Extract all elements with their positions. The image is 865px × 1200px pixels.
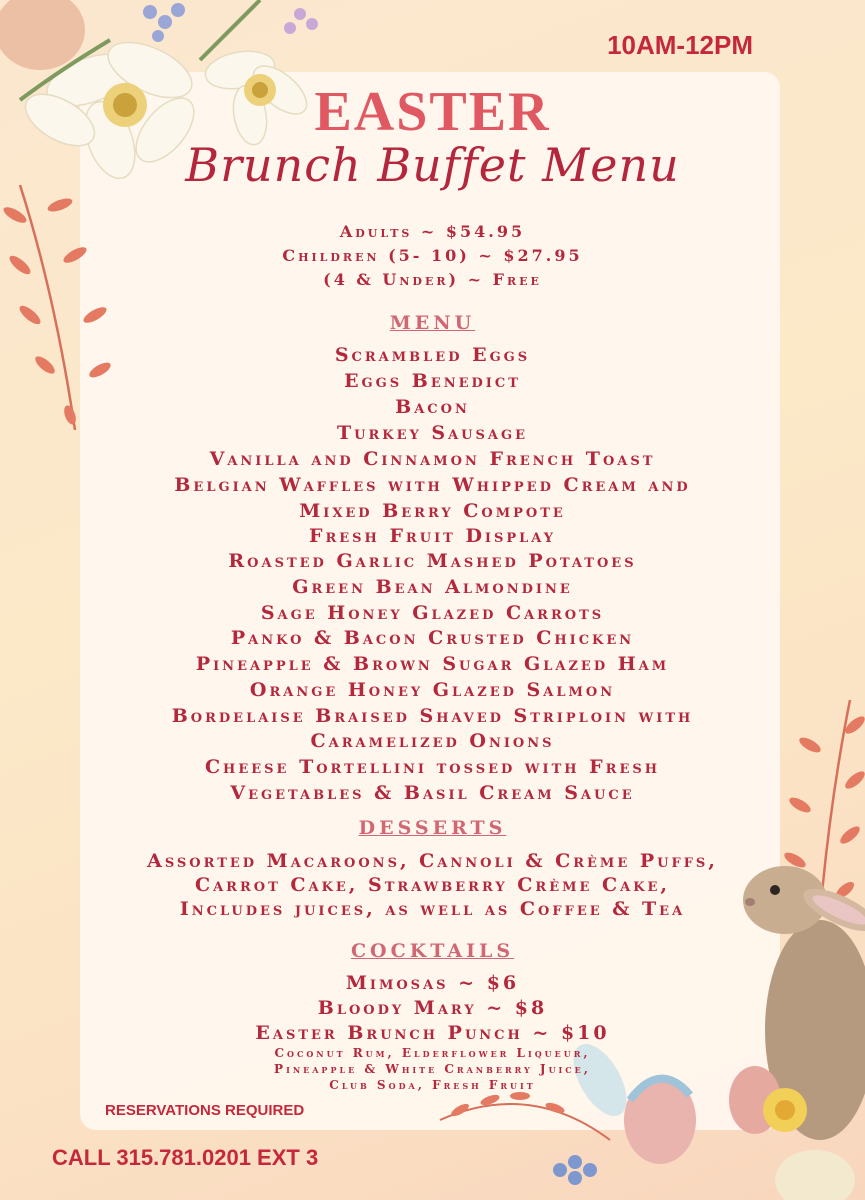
price-children: Children (5- 10) ~ $27.95 [282, 246, 583, 265]
phone-number: CALL 315.781.0201 EXT 3 [52, 1145, 319, 1170]
menu-item: Bordelaise Braised Shaved Striploin with [171, 705, 694, 727]
menu-item: Green Bean Almondine [292, 576, 573, 598]
menu-item: Orange Honey Glazed Salmon [249, 679, 616, 701]
menu-item: Cheese Tortellini tossed with Fresh [204, 756, 661, 778]
page-subtitle: Brunch Buffet Menu [185, 138, 680, 192]
price-under-four: (4 & Under) ~ Free [323, 270, 542, 289]
punch-detail: Club Soda, Fresh Fruit [329, 1078, 536, 1092]
menu-item: Eggs Benedict [344, 370, 521, 392]
punch-detail: Pineapple & White Cranberry Juice, [274, 1062, 591, 1076]
menu-item: Vanilla and Cinnamon French Toast [209, 448, 656, 470]
menu-item: Turkey Sausage [336, 422, 528, 444]
menu-item: Roasted Garlic Mashed Potatoes [228, 550, 637, 572]
cocktail-item: Mimosas ~ $6 [345, 972, 520, 994]
menu-item: Bacon [395, 396, 470, 418]
menu-item: Scrambled Eggs [334, 344, 531, 366]
menu-item: Fresh Fruit Display [308, 525, 557, 547]
desserts-heading: DESSERTS [358, 817, 507, 839]
reservations-note: RESERVATIONS REQUIRED [105, 1102, 305, 1119]
dessert-item: Assorted Macaroons, Cannoli & Crème Puffs, [147, 850, 718, 872]
price-adults: Adults ~ $54.95 [339, 222, 526, 241]
time-range: 10AM-12PM [607, 30, 753, 60]
cocktail-item: Bloody Mary ~ $8 [317, 997, 548, 1019]
page-title: EASTER [314, 81, 551, 143]
menu-item: Vegetables & Basil Cream Sauce [230, 782, 635, 804]
cocktails-heading: COCKTAILS [350, 940, 515, 962]
menu-item: Sage Honey Glazed Carrots [260, 602, 605, 624]
dessert-item: Includes juices, as well as Coffee & Tea [179, 898, 686, 920]
menu-item: Mixed Berry Compote [299, 500, 566, 522]
punch-detail: Coconut Rum, Elderflower Liqueur, [274, 1046, 591, 1060]
menu-heading: MENU [389, 312, 476, 334]
menu-item: Panko & Bacon Crusted Chicken [230, 627, 635, 649]
cocktail-item: Easter Brunch Punch ~ $10 [255, 1022, 610, 1044]
dessert-item: Carrot Cake, Strawberry Crème Cake, [194, 874, 671, 896]
menu-item: Caramelized Onions [310, 730, 555, 752]
menu-item: Pineapple & Brown Sugar Glazed Ham [195, 653, 670, 675]
menu-item: Belgian Waffles with Whipped Cream and [174, 474, 691, 496]
